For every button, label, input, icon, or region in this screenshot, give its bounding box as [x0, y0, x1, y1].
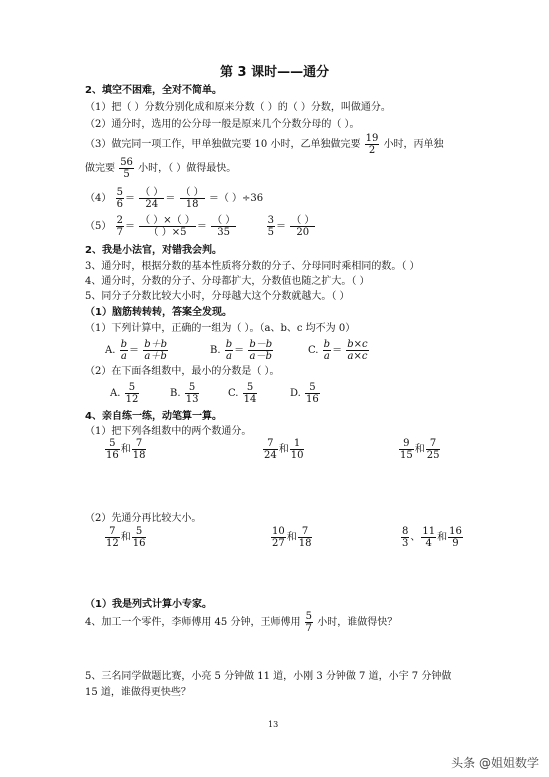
fraction: [346, 339, 368, 362]
watermark: 头条 @姐姐数学: [451, 756, 539, 770]
text-fragment: 16: [449, 526, 462, 537]
text-fragment: C.: [308, 345, 319, 356]
text-fragment: 19: [365, 133, 379, 144]
practice-q2-pair-1: [104, 525, 147, 551]
fraction: [290, 215, 315, 238]
fill-q3-text-b: 小时，丙单独: [383, 139, 444, 150]
choice-q2-option-d: [290, 381, 321, 407]
fill-q3-text-c: 做完要: [85, 163, 115, 174]
fill-q3-text-a: （3）做完同一项工作，甲单独做完要 10 小时，乙单独做完要: [85, 139, 361, 150]
text-fragment: A.: [105, 345, 116, 356]
text-fragment: 3: [267, 215, 274, 226]
text-fragment: 5: [243, 382, 258, 394]
text-fragment: a: [120, 351, 127, 362]
text-fragment: 5: [123, 169, 130, 180]
text-fragment: b＋b: [144, 339, 167, 350]
fraction: [139, 187, 164, 210]
fraction: [271, 526, 286, 549]
section-judge-heading: 2、我是小法官，对错我会判。: [85, 245, 222, 256]
text-fragment: （ ）: [140, 187, 164, 198]
fill-q3-line1: [85, 132, 444, 158]
fraction: [448, 526, 463, 549]
text-fragment: B.: [170, 388, 181, 399]
text-fragment: 12: [125, 394, 139, 405]
text-fragment: 24: [145, 199, 159, 210]
text-fragment: 18: [185, 199, 199, 210]
fill-q4: （4） $\frac{5}{6}$ ＝ $\frac{( )}{24}$ ＝ $\frac{( )}{18}$ ＝（ ）÷36: [85, 187, 264, 210]
text-fragment: 18: [298, 538, 312, 549]
fraction: [139, 215, 196, 238]
word-problem-4: [85, 610, 397, 636]
text-fragment: （ ）×（ ）: [140, 215, 195, 226]
text-fragment: 4、加工一个零件，李师傅用 45 分钟，王师傅用: [85, 617, 301, 628]
text-fragment: 9: [452, 538, 459, 549]
fraction: [116, 215, 124, 238]
text-fragment: 18: [132, 450, 146, 461]
choice-q1-option-c: C. $\frac{b}{a}$ ＝ $\frac{b\times c}{a\times c}$: [308, 339, 368, 362]
text-fragment: 13: [185, 394, 199, 405]
text-fragment: （ ）×5: [148, 227, 187, 238]
fraction: [267, 215, 275, 238]
text-fragment: b×c: [347, 339, 368, 350]
text-fragment: 和: [120, 532, 131, 543]
text-fragment: B.: [210, 345, 221, 356]
fraction: [298, 526, 313, 549]
fraction: [248, 339, 273, 362]
fraction: [119, 157, 134, 180]
fill-q1: （1）把（ ）分数分别化成和原来分数（ ）的（ ）分数，叫做通分。: [85, 102, 391, 113]
text-fragment: 和: [437, 532, 448, 543]
text-fragment: 5: [116, 187, 123, 198]
text-fragment: a－b: [249, 351, 272, 362]
text-fragment: b－b: [249, 339, 273, 350]
practice-q1: （1）把下列各组数中的两个数通分。: [85, 426, 252, 437]
fraction: [243, 382, 258, 405]
section-word-heading: （1）我是列式计算小专家。: [85, 599, 212, 610]
fraction: [105, 526, 120, 549]
text-fragment: 9: [399, 438, 414, 450]
text-fragment: b: [225, 339, 233, 350]
text-fragment: 24: [264, 450, 277, 461]
judge-item-4: 4、通分时，分数的分子、分母都扩大，分数值也随之扩大。（ ）: [85, 276, 370, 287]
text-fragment: 和: [414, 444, 425, 455]
text-fragment: 5: [267, 227, 274, 238]
practice-q2-pair-2: [270, 525, 313, 551]
practice-q1-pair-3: [398, 437, 441, 463]
fraction: [399, 438, 414, 461]
choice-q1-option-a: A. $\frac{b}{a}$ ＝ $\frac{b+b}{a+b}$: [105, 339, 167, 362]
text-fragment: a×c: [347, 351, 368, 362]
text-fragment: 6: [116, 199, 123, 210]
text-fragment: 20: [296, 227, 310, 238]
text-fragment: 1: [290, 438, 305, 450]
text-fragment: 15: [400, 450, 413, 461]
text-fragment: 12: [106, 538, 119, 549]
fill-q5-label: （5）: [85, 221, 112, 232]
text-fragment: 4: [425, 538, 432, 549]
practice-q1-pair-2: [262, 437, 305, 463]
text-fragment: 5: [132, 526, 147, 538]
fraction: [125, 382, 140, 405]
fraction: [421, 526, 436, 549]
text-fragment: 和: [286, 532, 297, 543]
text-fragment: （ ）: [180, 187, 204, 198]
section-practice-heading: 4、亲自练一练，动笔算一算。: [85, 411, 222, 422]
text-fragment: 和: [120, 444, 131, 455]
fraction: [180, 187, 205, 210]
text-fragment: 7: [132, 438, 147, 450]
fill-q3-line2: [85, 156, 236, 182]
text-fragment: 7: [116, 227, 123, 238]
text-fragment: 7: [426, 438, 441, 450]
fill-q3-text-d: 小时，（ ）做得最快。: [138, 163, 237, 174]
text-fragment: C.: [228, 388, 239, 399]
fraction: [305, 611, 313, 634]
choice-q2-option-b: [170, 381, 200, 407]
text-fragment: 3: [402, 538, 409, 549]
fraction: [426, 438, 441, 461]
page-title: 第 3 课时——通分: [220, 65, 330, 80]
fraction: [120, 339, 128, 362]
text-fragment: 2: [368, 145, 376, 156]
text-fragment: 56: [120, 157, 133, 168]
page-number: 13: [268, 720, 279, 729]
text-fragment: 5: [305, 611, 313, 622]
fraction: [143, 339, 168, 362]
text-fragment: 14: [243, 394, 257, 405]
text-fragment: 和: [278, 444, 289, 455]
text-fragment: 小时，谁做得快？: [317, 617, 398, 628]
text-fragment: 27: [272, 538, 285, 549]
fraction: [132, 526, 147, 549]
choice-q1-option-b: B. $\frac{b}{a}$ ＝ $\frac{b-b}{a-b}$: [210, 339, 273, 362]
fill-q5: （5） $\frac{2}{7}$ ＝ $\frac{( )\times( )}{( )\times 5}$ ＝ $\frac{( )}{35}$ $\frac{3}{5}$ ＝ $\frac{( )}{20}$: [85, 215, 315, 238]
text-fragment: A.: [110, 388, 121, 399]
fraction: [323, 339, 331, 362]
practice-q2-triple: [400, 525, 464, 551]
practice-q1-pair-1: [104, 437, 147, 463]
section-fill-heading: 2、填空不困难，全对不简单。: [85, 85, 222, 96]
text-fragment: a: [323, 351, 330, 362]
fraction: [225, 339, 233, 362]
text-fragment: 7: [298, 526, 313, 538]
judge-item-5: 5、同分子分数比较大小时，分母越大这个分数就越大。（ ）: [85, 291, 350, 302]
fraction: [105, 438, 120, 461]
word-problem-5-line1: 5、三名同学做题比赛，小亮 5 分钟做 11 道，小刚 3 分钟做 7 道，小宇 7 分钟做: [85, 671, 452, 682]
practice-q2: （2）先通分再比较大小。: [85, 513, 202, 524]
fill-q4-tail: ＝（ ）÷36: [208, 193, 264, 204]
fill-q2: （2）通分时，选用的公分母一般是原来几个分数分母的（ ）。: [85, 119, 360, 130]
text-fragment: a: [225, 351, 232, 362]
text-fragment: （ ）: [291, 215, 315, 226]
text-fragment: （ ）: [212, 215, 236, 226]
text-fragment: 5: [125, 382, 140, 394]
text-fragment: 11: [422, 526, 436, 537]
text-fragment: 5: [185, 382, 200, 394]
text-fragment: 7: [105, 526, 120, 538]
fraction: [401, 526, 409, 549]
text-fragment: 8: [402, 526, 409, 537]
fraction: [290, 438, 305, 461]
text-fragment: 10: [290, 450, 304, 461]
fraction: [365, 133, 380, 156]
text-fragment: 16: [106, 450, 119, 461]
fraction: [132, 438, 147, 461]
fraction: [185, 382, 200, 405]
text-fragment: 、: [410, 532, 421, 543]
fraction: [116, 187, 124, 210]
text-fragment: 16: [132, 538, 146, 549]
text-fragment: 7: [263, 438, 278, 450]
section-choice-heading: （1）脑筋转转转，答案全发现。: [85, 307, 232, 318]
text-fragment: 16: [306, 394, 319, 405]
text-fragment: 5: [305, 382, 320, 394]
text-fragment: b: [323, 339, 331, 350]
choice-q2-option-a: [110, 381, 140, 407]
text-fragment: 25: [426, 450, 440, 461]
fraction: [211, 215, 236, 238]
text-fragment: 35: [217, 227, 231, 238]
text-fragment: b: [120, 339, 127, 350]
text-fragment: 7: [305, 623, 313, 634]
choice-q1: （1）下列计算中，正确的一组为（ ）。（a、b、c 均不为 0）: [85, 323, 356, 334]
text-fragment: D.: [290, 388, 301, 399]
text-fragment: a＋b: [144, 351, 167, 362]
fill-q4-label: （4）: [85, 193, 112, 204]
fraction: [305, 382, 320, 405]
text-fragment: 10: [272, 526, 285, 537]
choice-q2-option-c: [228, 381, 258, 407]
fraction: [263, 438, 278, 461]
text-fragment: 2: [116, 215, 123, 226]
word-problem-5-line2: 15 道，谁做得更快些？: [85, 687, 191, 698]
choice-q2: （2）在下面各组数中，最小的分数是（ ）。: [85, 366, 280, 377]
text-fragment: 5: [105, 438, 120, 450]
judge-item-3: 3、通分时，根据分数的基本性质将分数的分子、分母同时乘相同的数。（ ）: [85, 261, 420, 272]
